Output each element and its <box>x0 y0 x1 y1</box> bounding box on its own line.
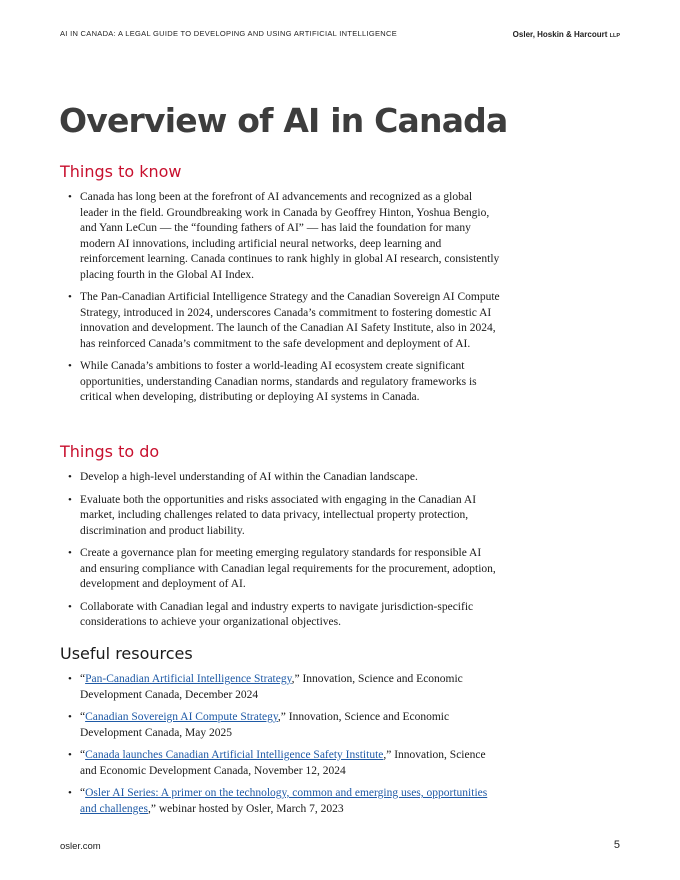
list-item: • Create a governance plan for meeting emerging regulatory standards for responsible AI and ensuring compliance with Canadian legal requirements for the procurement, adoption, development and deployment of AI. <box>60 546 500 593</box>
resource-link-pan-canadian-strategy[interactable]: Pan-Canadian Artificial Intelligence Strategy <box>85 673 292 685</box>
resource-source: ,” Innovation, Science and Economic Development Canada, December 2024 <box>80 673 463 701</box>
things-to-do-section <box>60 442 500 638</box>
resource-source: ,” Innovation, Science and Economic Development Canada, November 12, 2024 <box>80 749 486 777</box>
resource-item <box>60 710 500 741</box>
page-number: 5 <box>613 839 620 851</box>
open-quote: “ <box>80 787 86 799</box>
firm-suffix: LLP <box>609 33 620 39</box>
things-to-know-section <box>60 162 500 413</box>
footer-site: osler.com <box>60 841 101 852</box>
resource-item <box>60 672 500 703</box>
things-to-do-heading: Things to do <box>60 442 160 461</box>
list-item: • Develop a high-level understanding of AI within the Canadian landscape. <box>60 470 500 486</box>
resources-list <box>60 672 500 817</box>
list-item: • Canada has long been at the forefront of AI advancements and recognized as a global leader in the field. Groundbreaking work in Canada by Geoffrey Hinton, Yoshua Bengio, and Yann LeCun — the “founding fathers of AI” — has laid the foundation for many modern AI innovations, including artificial neural networks, deep learning and reinforcement learning. Canada continues to rank highly in global AI research, consistently placing fourth in the Global AI Index. <box>60 190 500 283</box>
resource-item <box>60 748 500 779</box>
firm-name-text: Osler, Hoskin & Harcourt <box>512 30 608 39</box>
open-quote: “ <box>80 711 86 723</box>
page-title: Overview of AI in Canada <box>59 101 508 140</box>
things-to-know-list <box>60 190 500 406</box>
resource-link-sovereign-compute-strategy[interactable]: Canadian Sovereign AI Compute Strategy <box>85 711 278 723</box>
things-to-know-heading: Things to know <box>60 162 182 181</box>
firm-name <box>513 30 620 39</box>
resource-link-osler-ai-series[interactable]: Osler AI Series: A primer on the technology, common and emerging uses, opportunities and challenges <box>80 787 488 815</box>
list-item: • Collaborate with Canadian legal and industry experts to navigate jurisdiction-specific considerations to achieve your organizational objectives. <box>60 600 500 631</box>
list-item: • Evaluate both the opportunities and risks associated with engaging in the Canadian AI market, including challenges related to data privacy, intellectual property protection, discrimination and product liability. <box>60 493 500 540</box>
list-item: • While Canada’s ambitions to foster a world-leading AI ecosystem create significant opportunities, understanding Canadian norms, standards and regulatory frameworks is critical when developing, distributing or deploying AI systems in Canada. <box>60 359 500 406</box>
useful-resources-section <box>60 644 500 824</box>
list-item: • The Pan-Canadian Artificial Intelligence Strategy and the Canadian Sovereign AI Compute Strategy, introduced in 2024, underscores Canada’s commitment to fostering domestic AI innovation and development. The launch of the Canadian AI Safety Institute, also in 2024, has reinforced Canada’s commitment to the safe development and deployment of AI. <box>60 290 500 352</box>
things-to-do-list <box>60 470 500 631</box>
useful-resources-heading: Useful resources <box>60 644 193 663</box>
resource-link-ai-safety-institute[interactable]: Canada launches Canadian Artificial Intelligence Safety Institute <box>85 749 384 761</box>
resource-item <box>60 786 500 817</box>
open-quote: “ <box>80 749 86 761</box>
resource-source: ,” Innovation, Science and Economic Development Canada, May 2025 <box>80 711 450 739</box>
open-quote: “ <box>80 673 86 685</box>
running-header: AI IN CANADA: A LEGAL GUIDE TO DEVELOPING AND USING ARTIFICIAL INTELLIGENCE <box>60 29 398 38</box>
resource-source: ,” webinar hosted by Osler, March 7, 2023 <box>148 802 344 815</box>
